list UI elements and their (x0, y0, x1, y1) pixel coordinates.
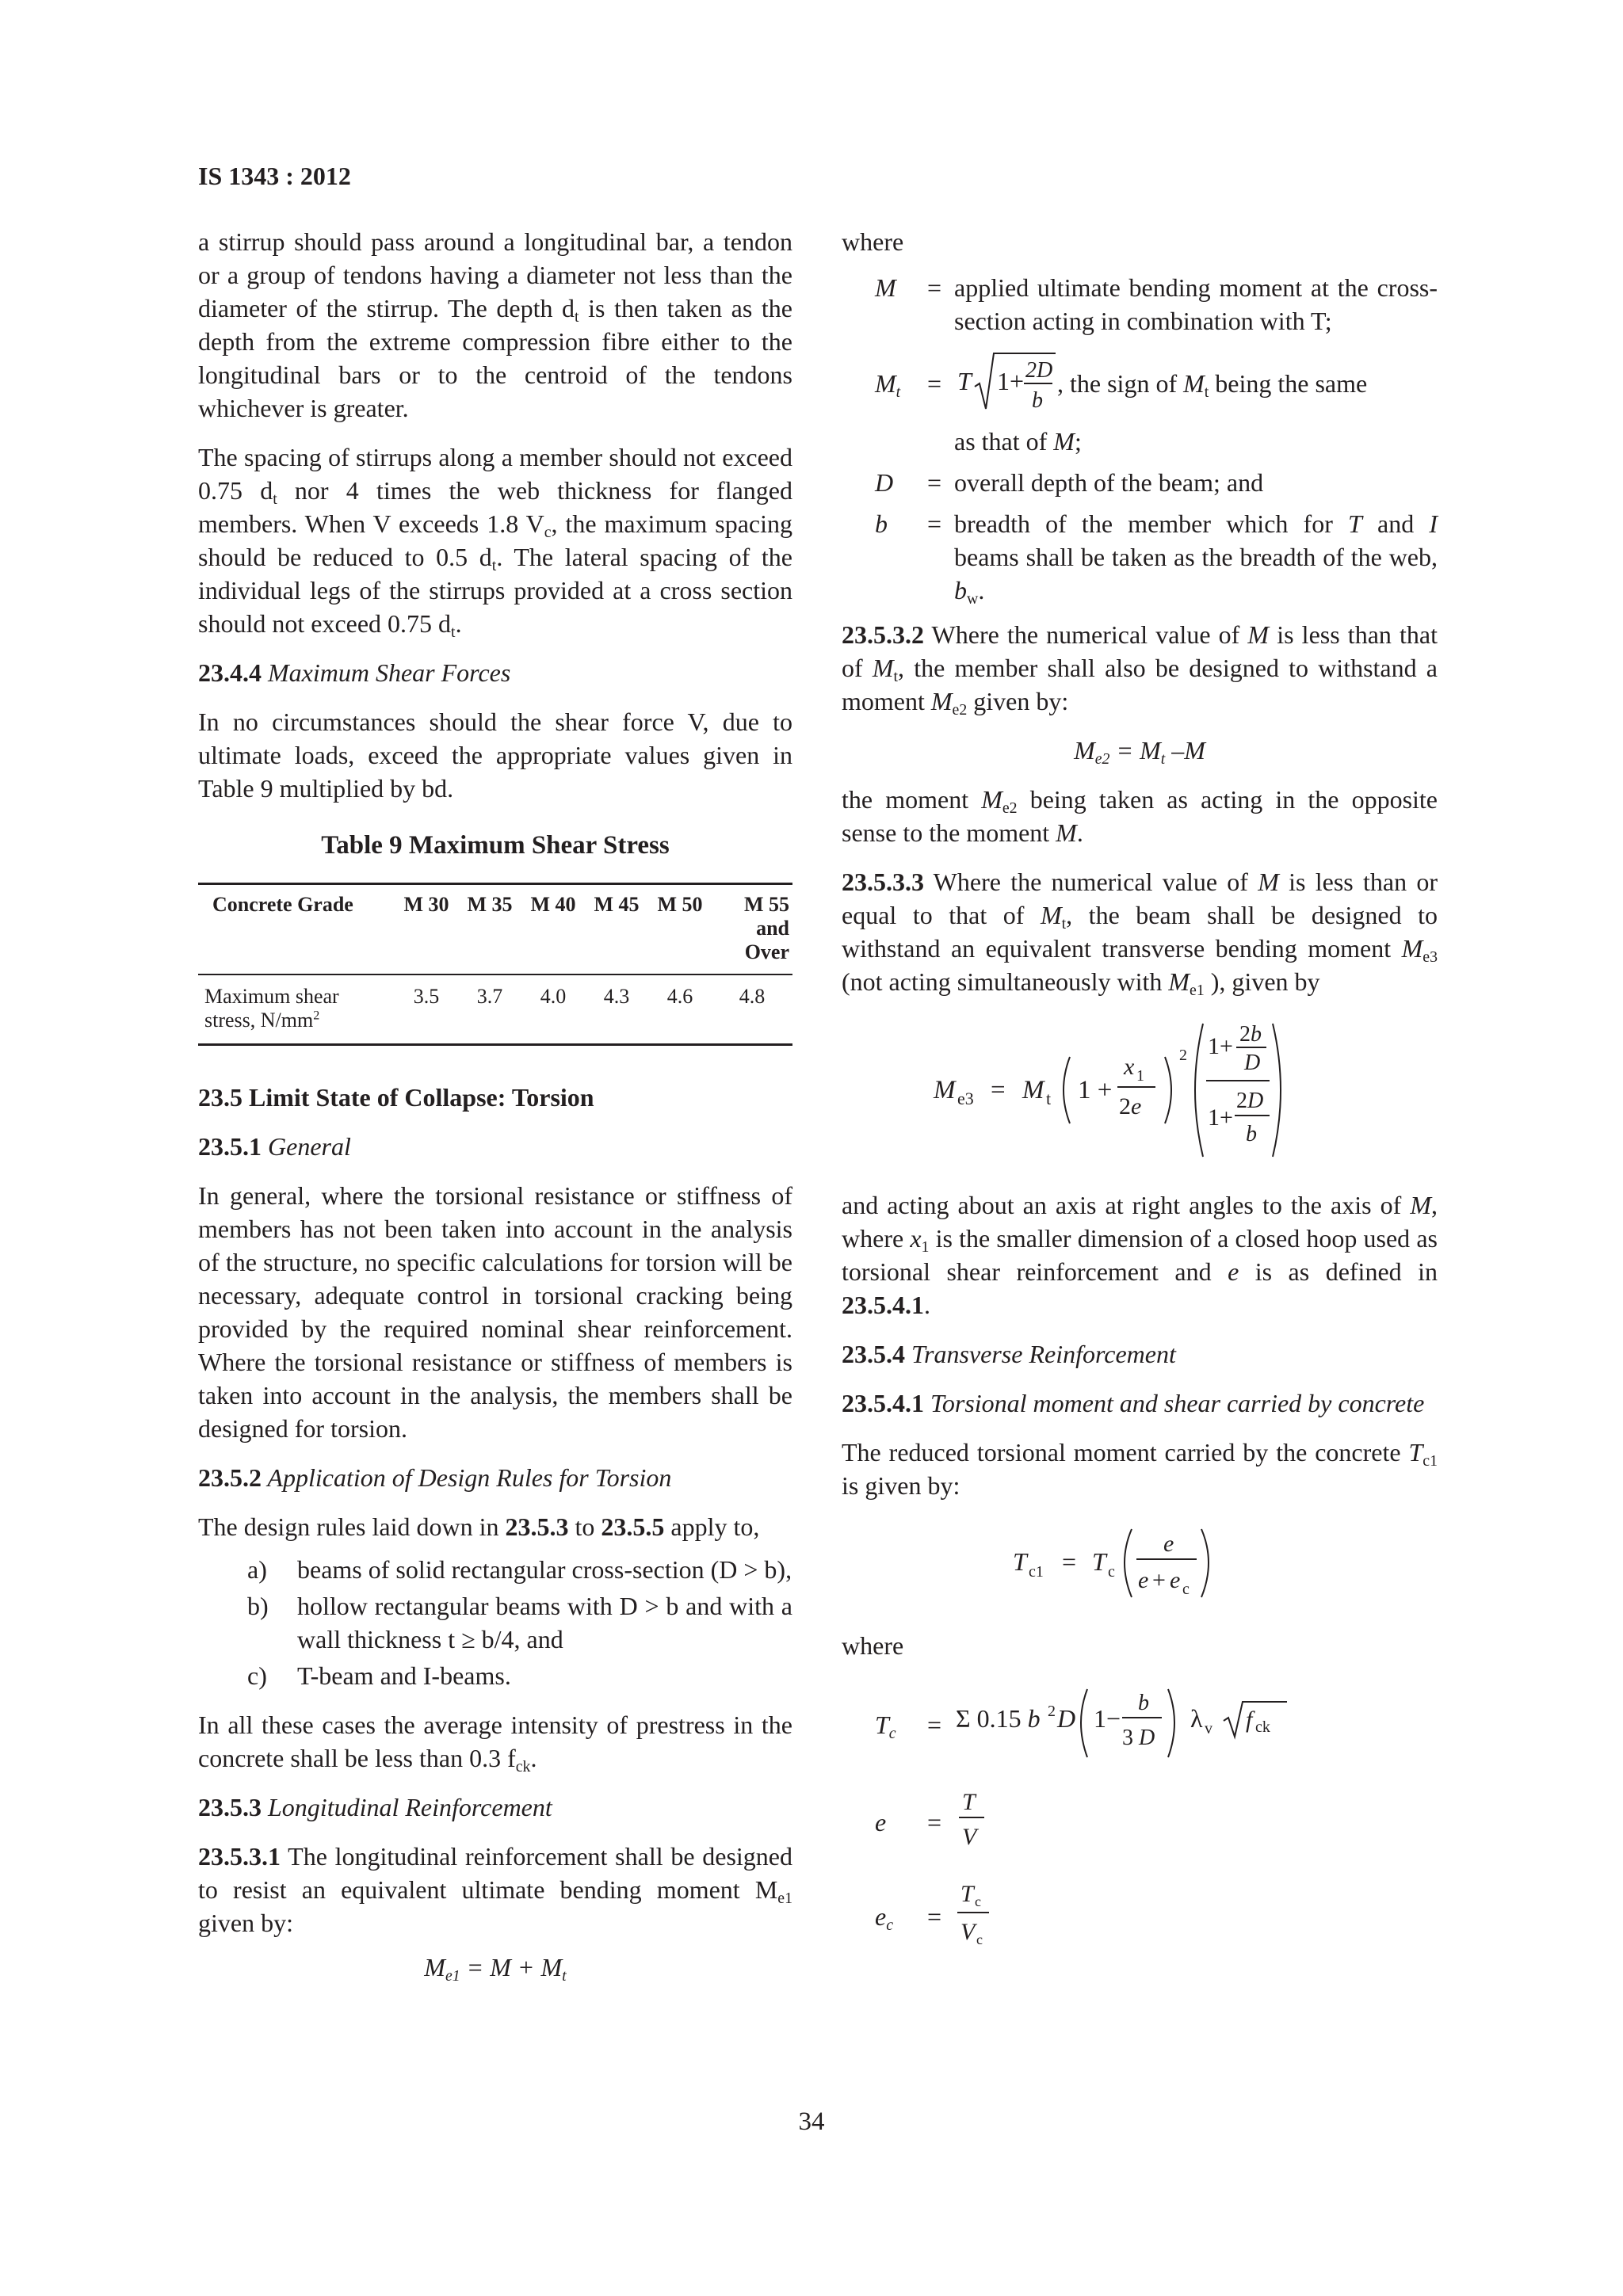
paragraph-max-shear: In no circumstances should the shear force V, due to ultimate loads, exceed the appropriate values given in Table 9 multiplied by bd. (198, 707, 792, 803)
svg-text:1+: 1+ (1208, 1104, 1233, 1131)
definition-item: $M_t$ = T 1+ 2D b , the sign of $M_t$ being the same (842, 350, 1438, 417)
definitions-list (842, 271, 1438, 607)
definition-item: D = overall depth of the beam; and (875, 468, 1264, 497)
definition-item-tc: $T_c$ = Σ 0.15 b 2 D 1− b 3 D λ v f ck (842, 1681, 1438, 1768)
fraction-t-over-v (954, 1784, 1002, 1852)
table-cell: 3.5 (395, 974, 458, 1045)
svg-text:2D: 2D (1025, 358, 1053, 383)
svg-text:2e: 2e (1119, 1093, 1142, 1119)
svg-text:c: c (976, 1932, 983, 1947)
svg-text:ck: ck (1255, 1718, 1270, 1736)
heading-23-4-4: 23.4.4 Maximum Shear Forces (198, 658, 511, 687)
svg-text:D: D (1244, 1051, 1261, 1075)
table-header-cell: M 50 (648, 884, 712, 975)
svg-text:2D: 2D (1236, 1089, 1264, 1113)
paragraph-23-5-3-3: 23.5.3.3 Where the numerical value of M is less than or equal to that of $M_t$, the beam shall be designed to withstand an equivalent transverse bending moment $M_{e3}$ (not acting simultaneously with $M_{e1}$ ), given by (842, 868, 1438, 999)
table-cell: 4.8 (712, 974, 792, 1045)
paragraph-axis-note: and acting about an axis at right angles to the axis of M, where $x_1$ is the smaller dimension of a closed hoop used as torsional shear reinforcement and e is as defined in 23.5.4.1. (842, 1191, 1438, 1319)
right-column (842, 225, 1438, 1965)
svg-text:c: c (1108, 1563, 1115, 1581)
fraction-tc-over-vc (954, 1876, 1010, 1949)
paragraph-stirrup-depth: a stirrup should pass around a longitudinal bar, a tendon or a group of tendons having a diameter not less than the diameter of the stirrup. The depth $d_t$ is then taken as the depth from the extreme compression fibre either to the longitudinal bars or to the centroid of the tendons whichever is greater. (198, 227, 793, 422)
svg-text:+: + (1152, 1567, 1166, 1593)
svg-text:V: V (962, 1824, 977, 1850)
list-item: b) hollow rectangular beams with D > b and with a wall thickness t ≥ b/4, and (247, 1592, 792, 1653)
table-row (198, 974, 792, 1045)
svg-text:T: T (960, 1881, 974, 1907)
svg-text:f: f (1246, 1707, 1253, 1733)
svg-text:1+: 1+ (997, 367, 1025, 395)
table-header-cell: M 55 and Over (712, 884, 792, 975)
svg-text:T: T (1092, 1547, 1106, 1576)
svg-text:T: T (957, 367, 972, 395)
heading-23-5-4: 23.5.4 Transverse Reinforcement (842, 1340, 1176, 1368)
svg-text:3 D: 3 D (1122, 1726, 1155, 1750)
page-number: 34 (798, 2107, 825, 2136)
svg-text:e3: e3 (957, 1089, 974, 1108)
sqrt-formula-icon (954, 350, 1057, 417)
tc-definitions (842, 1681, 1438, 1957)
svg-text:c: c (1182, 1581, 1190, 1598)
svg-text:v: v (1205, 1720, 1212, 1737)
heading-23-5-2: 23.5.2 Application of Design Rules for Torsion (198, 1463, 672, 1492)
table-header-cell: M 40 (521, 884, 585, 975)
list-item: c) T-beam and I-beams. (247, 1661, 511, 1690)
svg-text:e: e (1170, 1567, 1181, 1593)
svg-text:c1: c1 (1029, 1563, 1044, 1581)
paragraph-23-5-3-2: 23.5.3.2 Where the numerical value of M is less than that of $M_t$, the member shall also be designed to withstand a moment $M_{e2}$ given by: (842, 620, 1438, 719)
equation-me1: $M_{e1} = M + M_t$ (424, 1953, 567, 1985)
svg-text:x: x (1124, 1054, 1135, 1080)
svg-text:V: V (960, 1919, 976, 1945)
table-cell: 3.7 (458, 974, 521, 1045)
svg-text:e: e (1138, 1567, 1149, 1593)
svg-text:2: 2 (1179, 1047, 1187, 1064)
table-header-cell: M 30 (395, 884, 458, 975)
table-cell: 4.0 (521, 974, 585, 1045)
svg-text:1 +: 1 + (1078, 1076, 1113, 1104)
svg-text:2: 2 (1048, 1703, 1056, 1720)
equation-tc1 (997, 1518, 1282, 1605)
paragraph-reduced-torsion: The reduced torsional moment carried by the concrete $T_{c1}$ is given by: (842, 1438, 1438, 1500)
svg-text:t: t (1046, 1089, 1052, 1108)
paragraph-stirrup-spacing: The spacing of stirrups along a member should not exceed 0.75 $d_t$ nor 4 times the web thickness for flanged members. When V exceeds 1.8 $V_c$, the maximum spacing should be reduced to 0.5 $d_t$. The lateral spacing of the individual legs of the stirrups provided at a cross section should not exceed 0.75 $d_t$. (198, 443, 793, 641)
paragraph-prestress: In all these cases the average intensity of prestress in the concrete shall be less than 0.3 $f_{ck}$. (198, 1711, 792, 1775)
heading-23-5-3: 23.5.3 Longitudinal Reinforcement (198, 1793, 552, 1821)
svg-text:1−: 1− (1094, 1704, 1121, 1733)
svg-text:λ: λ (1190, 1704, 1203, 1733)
definition-item: M = applied ultimate bending moment at the cross-section acting in combination with T; (875, 273, 1438, 335)
heading-23-5-1: 23.5.1 General (198, 1132, 351, 1161)
svg-text:1+: 1+ (1208, 1033, 1233, 1059)
svg-text:=: = (991, 1076, 1006, 1104)
paragraph-design-rules: The design rules laid down in 23.5.3 to 23.5.5 apply to, (198, 1512, 760, 1541)
equation-me3 (918, 1014, 1361, 1165)
svg-text:2b: 2b (1239, 1022, 1262, 1047)
svg-text:Σ 0.15 b: Σ 0.15 b (956, 1704, 1041, 1733)
definition-continuation: as that of M; (954, 427, 1082, 456)
table-9 (198, 883, 792, 1046)
definition-item-e: e = T V (842, 1784, 1438, 1860)
svg-text:D: D (1057, 1704, 1076, 1733)
svg-text:M: M (1022, 1076, 1044, 1104)
svg-text:T: T (962, 1789, 976, 1815)
table-cell: 4.3 (585, 974, 648, 1045)
equation-tc (954, 1681, 1327, 1760)
svg-text:b: b (1032, 388, 1043, 413)
paragraph-23-5-3-1: 23.5.3.1 The longitudinal reinforcement shall be designed to resist an equivalent ultimate bending moment $M_{e1}$ given by: (198, 1842, 792, 1937)
paragraph-general-torsion: In general, where the torsional resistance or stiffness of members has not been taken into account in the analysis of the structure, no specific calculations for torsion will be necessary, adequate control in torsional cracking being provided by the required nominal shear reinforcement. Where the torsional resistance or stiffness of members is taken into account in the analysis, the members shall be designed for torsion. (198, 1181, 792, 1443)
where-label: where (842, 227, 904, 256)
svg-text:b: b (1246, 1122, 1257, 1146)
definition-item-ec: $e_c$ = T c V c (842, 1876, 1438, 1957)
table-header-cell: M 45 (585, 884, 648, 975)
paragraph-me2-sense: the moment $M_{e2}$ being taken as acting in the opposite sense to the moment M. (842, 785, 1438, 847)
svg-text:M: M (934, 1076, 956, 1104)
table-row-label: Maximum shear stress, $N/mm^2$ (198, 974, 395, 1045)
heading-23-5: 23.5 Limit State of Collapse: Torsion (198, 1083, 594, 1112)
beam-types-list (198, 1553, 792, 1692)
svg-text:c: c (975, 1894, 981, 1909)
table-header-cell: Concrete Grade (198, 884, 395, 975)
definition-item: b = breadth of the member which for T and I beams shall be taken as the breadth of the web, $b_w$. (875, 509, 1438, 608)
svg-text:e: e (1163, 1531, 1174, 1557)
table-9-title: Table 9 Maximum Shear Stress (321, 831, 670, 860)
where-label-2: where (842, 1631, 904, 1660)
equation-me2: $M_{e2} = M_t$ –M (1074, 736, 1205, 768)
table-header-row (198, 884, 792, 975)
table-header-cell: M 35 (458, 884, 521, 975)
svg-text:1: 1 (1136, 1067, 1144, 1085)
heading-23-5-4-1: 23.5.4.1 Torsional moment and shear carried by concrete (842, 1389, 1425, 1417)
svg-text:=: = (1062, 1547, 1077, 1576)
document-header: IS 1343 : 2012 (198, 162, 351, 190)
left-column (198, 225, 792, 1984)
table-cell: 4.6 (648, 974, 712, 1045)
svg-text:b: b (1138, 1691, 1149, 1715)
list-item: a) beams of solid rectangular cross-section (D > b), (247, 1555, 792, 1584)
svg-text:T: T (1013, 1547, 1027, 1576)
